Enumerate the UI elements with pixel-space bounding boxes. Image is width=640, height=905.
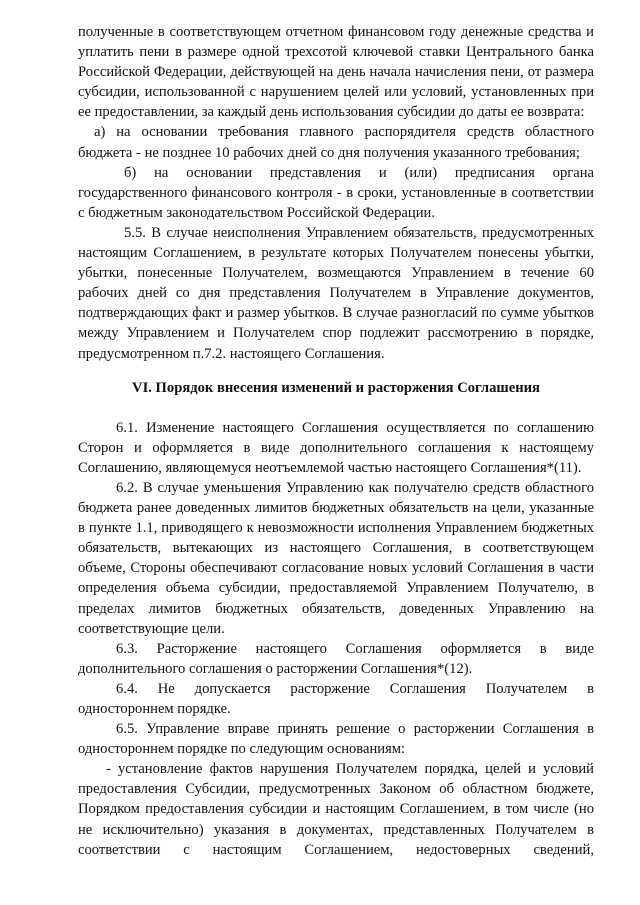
paragraph-6-2: 6.2. В случае уменьшения Управлению как получателю средств областного бюджета ранее доведенных лимитов бюджетных обязательств на цели, указанные в пункте 1.1, приводящего к невозможности исполнения Управлением бюджетных обязательств, вытекающих из настоящего Соглашения, в соответствующем объеме, Стороны обеспечивают согласование новых условий Соглашения в части определения объема субсидии, предоставляемой Управлением Получателю, в пределах лимитов бюджетных обязательств, доведенных Управлению на соответствующие цели. xyxy=(78,479,594,637)
paragraph-6-5: 6.5. Управление вправе принять решение о расторжении Соглашения в одностороннем порядке по следующим основаниям: xyxy=(78,721,594,758)
paragraph-6-3: 6.3. Расторжение настоящего Соглашения оформляется в виде дополнительного соглашения о расторжении Соглашения*(12). xyxy=(78,640,594,677)
paragraph-item-b: б) на основании представления и (или) предписания органа государственного финансового контроля - в сроки, установленные в соответствии с бюджетным законодательством Российской Федерации. xyxy=(78,164,594,221)
paragraph-6-4: 6.4. Не допускается расторжение Соглашения Получателем в одностороннем порядке. xyxy=(78,680,594,717)
section-title: VI. Порядок внесения изменений и расторжения Соглашения xyxy=(132,379,540,396)
paragraph-5-5: 5.5. В случае неисполнения Управлением обязательств, предусмотренных настоящим Соглашением, в результате которых Получателем понесены убытки, убытки, понесенные Получателем, возмещаются Управлением в течение 60 рабочих дней со дня представления Получателем в Управление документов, подтверждающих факт и размер убытков. В случае разногласий по сумме убытков между Управлением и Получателем спор подлежит рассмотрению в порядке, предусмотренном п.7.2. настоящего Соглашения. xyxy=(78,224,594,362)
paragraph-continuation: полученные в соответствующем отчетном финансовом году денежные средства и уплатить пени в размере одной трехсотой ключевой ставки Центрального банка Российской Федерации, действующей на день начала начисления пени, от размера субсидии, использованной с нарушением целей или условий, установленных при ее предоставлении, за каждый день использования субсидии до даты ее возврата: xyxy=(78,24,594,121)
paragraph-6-5-item: - установление фактов нарушения Получателем порядка, целей и условий предоставления Субсидии, предусмотренных Законом об областном бюджете, Порядком предоставления субсидии и настоящим Соглашением, в том числе (но не исключительно) указания в документах, представленных Получателем в соответствии с настоящим Соглашением, недостоверных сведений, xyxy=(78,761,594,858)
paragraph-6-1: 6.1. Изменение настоящего Соглашения осуществляется по соглашению Сторон и оформляется в виде дополнительного соглашения к настоящему Соглашению, являющемуся неотъемлемой частью настоящего Соглашения*(11). xyxy=(78,419,594,476)
paragraph-item-a: а) на основании требования главного распорядителя средств областного бюджета - не позднее 10 рабочих дней со дня получения указанного требования; xyxy=(78,124,594,161)
document-page xyxy=(78,22,594,860)
